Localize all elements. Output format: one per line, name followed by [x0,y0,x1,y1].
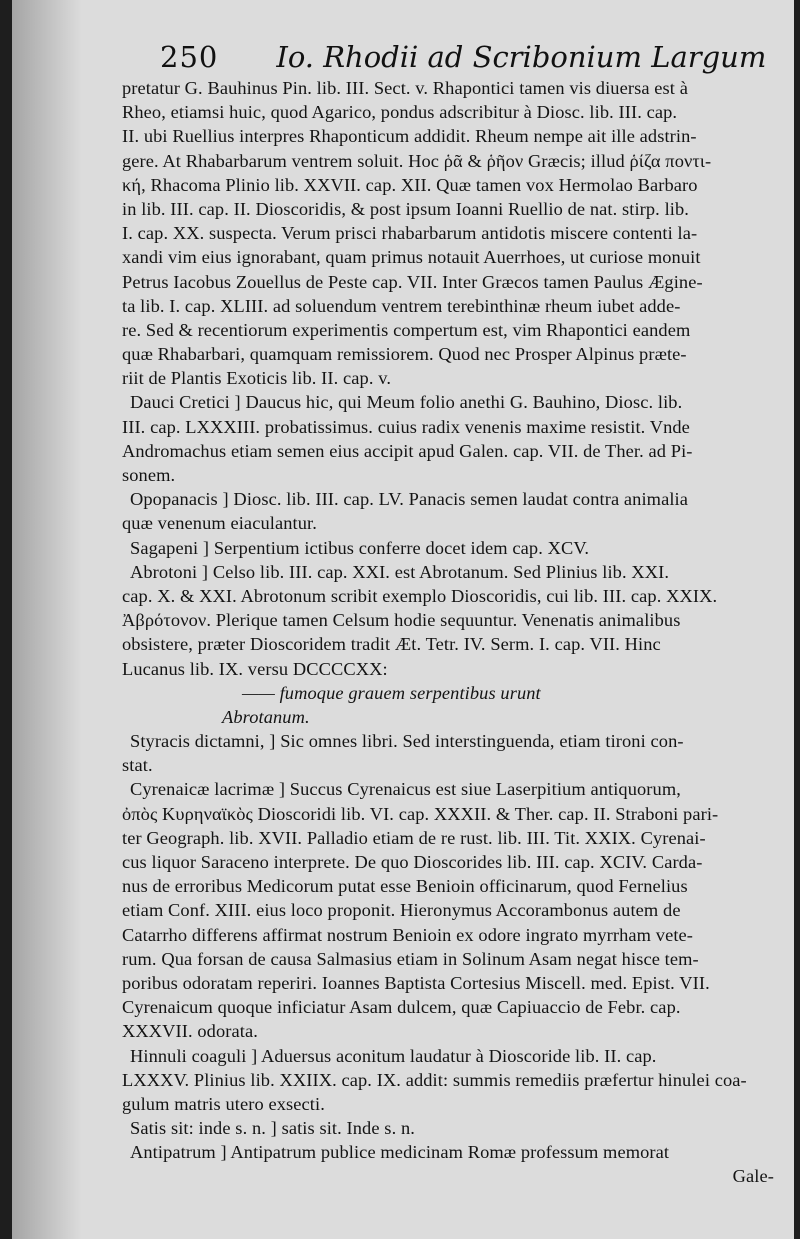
text-line: re. Sed & recentiorum experimentis compertum est, vim Rhapontici eandem [122,319,691,340]
text-line: I. cap. XX. suspecta. Verum prisci rhabarbarum antidotis miscere contenti la- [122,223,698,244]
text-line: —— fumoque grauem serpentibus urunt [242,682,541,703]
text-line: II. ubi Ruellius interpres Rhaponticum addidit. Rheum nempe ait ille adstrin- [122,126,697,147]
text-line: Lucanus lib. IX. versu DCCCCXX: [122,658,388,679]
text-line: Opopanacis ] Diosc. lib. III. cap. LV. Panacis semen laudat contra animalia [130,489,689,510]
text-line: Hinnuli coaguli ] Aduersus aconitum laudatur à Dioscoride lib. II. cap. [130,1045,657,1066]
text-line: nus de erroribus Medicorum putat esse Benioin officinarum, quod Fernelius [122,876,688,897]
text-line: Ἀβρότονον. Plerique tamen Celsum hodie sequuntur. Venenatis animalibus [122,610,681,631]
text-line: Rheo, etiamsi huic, quod Agarico, pondus adscribitur à Diosc. lib. III. cap. [122,102,678,123]
text-line: Gale- [732,1166,774,1187]
text-line: κή, Rhacoma Plinio lib. XXVII. cap. XII. Quæ tamen vox Hermolao Barbaro [122,174,698,195]
text-line: XXXVII. odorata. [122,1021,258,1042]
text-line: Catarrho differens affirmat nostrum Benioin ex odore ingrato myrrham vete- [122,924,694,945]
text-line: quæ Rhabarbari, quamquam remissiorem. Quod nec Prosper Alpinus præte- [122,344,687,365]
text-line: gere. At Rhabarbarum ventrem soluit. Hoc ῥᾶ & ῥῆον Græcis; illud ῥίζα ποντι- [122,150,712,171]
text-line: stat. [122,755,153,776]
text-line: pretatur G. Bauhinus Pin. lib. III. Sect. v. Rhapontici tamen vis diuersa est à [122,78,688,98]
text-line: poribus odoratam reperiri. Ioannes Baptista Cortesius Miscell. med. Epist. VII. [122,972,710,993]
text-line: Dauci Cretici ] Daucus hic, qui Meum folio anethi G. Bauhino, Diosc. lib. [130,392,683,413]
text-line: Andromachus etiam semen eius accipit apud Galen. cap. VII. de Ther. ad Pi- [122,440,693,461]
text-line: Abrotanum. [222,706,310,727]
text-line: ὀπὸς Κυρηναϊκὸς Dioscoridi lib. VI. cap. XXXII. & Ther. cap. II. Straboni pari- [122,803,719,824]
text-line: in lib. III. cap. II. Dioscoridis, & post ipsum Ioanni Ruellio de nat. stirp. lib. [122,198,689,219]
text-line: cus liquor Saraceno interprete. De quo Dioscorides lib. III. cap. XCIV. Carda- [122,852,703,872]
text-line: etiam Conf. XIII. eius loco proponit. Hieronymus Accorambonus autem de [122,900,681,921]
text-line: III. cap. LXXXIII. probatissimus. cuius radix venenis maxime resistit. Vnde [122,416,690,437]
text-line: quæ venenum eiaculantur. [122,513,317,534]
text-line: Abrotoni ] Celso lib. III. cap. XXI. est Abrotanum. Sed Plinius lib. XXI. [130,561,670,582]
text-line: rum. Qua forsan de causa Salmasius etiam in Solinum Asam negat hisce tem- [122,948,699,969]
text-line: Antipatrum ] Antipatrum publice medicinam Romæ professum memorat [130,1142,670,1163]
text-line: LXXXV. Plinius lib. XXIIX. cap. IX. addit: summis remediis præfertur hinulei coa- [122,1069,747,1090]
text-line: Sagapeni ] Serpentium ictibus conferre docet idem cap. XCV. [130,537,590,558]
text-line: Petrus Iacobus Zouellus de Peste cap. VII. Inter Græcos tamen Paulus Ægine- [122,271,703,292]
text-line: cap. X. & XXI. Abrotonum scribit exemplo Dioscoridis, cui lib. III. cap. XXIX. [122,585,718,606]
text-line: ter Geograph. lib. XVII. Palladio etiam de re rust. lib. III. Tit. XXIX. Cyrenai- [122,827,706,848]
text-line: obsistere, præter Dioscoridem tradit Æt. Tetr. IV. Serm. I. cap. VII. Hinc [122,634,661,655]
text-line: xandi vim eius ignorabant, quam primus notauit Auerrhoes, ut curiose monuit [122,247,701,268]
body-text [122,76,774,1189]
text-line: gulum matris utero exsecti. [122,1093,325,1114]
text-line: Styracis dictamni, ] Sic omnes libri. Sed interstinguenda, etiam tironi con- [130,731,684,752]
text-line: sonem. [122,465,176,485]
text-line: ta lib. I. cap. XLIII. ad soluendum ventrem terebinthinæ rheum iubet adde- [122,295,681,316]
text-line: Cyrenaicæ lacrimæ ] Succus Cyrenaicus est siue Laserpitium antiquorum, [130,779,681,800]
book-page [12,0,794,1239]
running-title: Io. Rhodii ad Scribonium Largum [276,40,767,74]
text-line: Cyrenaicum quoque inficiatur Asam dulcem, quæ Capiuaccio de Febr. cap. [122,997,681,1018]
text-line: riit de Plantis Exoticis lib. II. cap. v. [122,368,392,389]
page-header [160,40,790,74]
text-line: Satis sit: inde s. n. ] satis sit. Inde s. n. [130,1118,415,1139]
page-number: 250 [160,40,219,74]
